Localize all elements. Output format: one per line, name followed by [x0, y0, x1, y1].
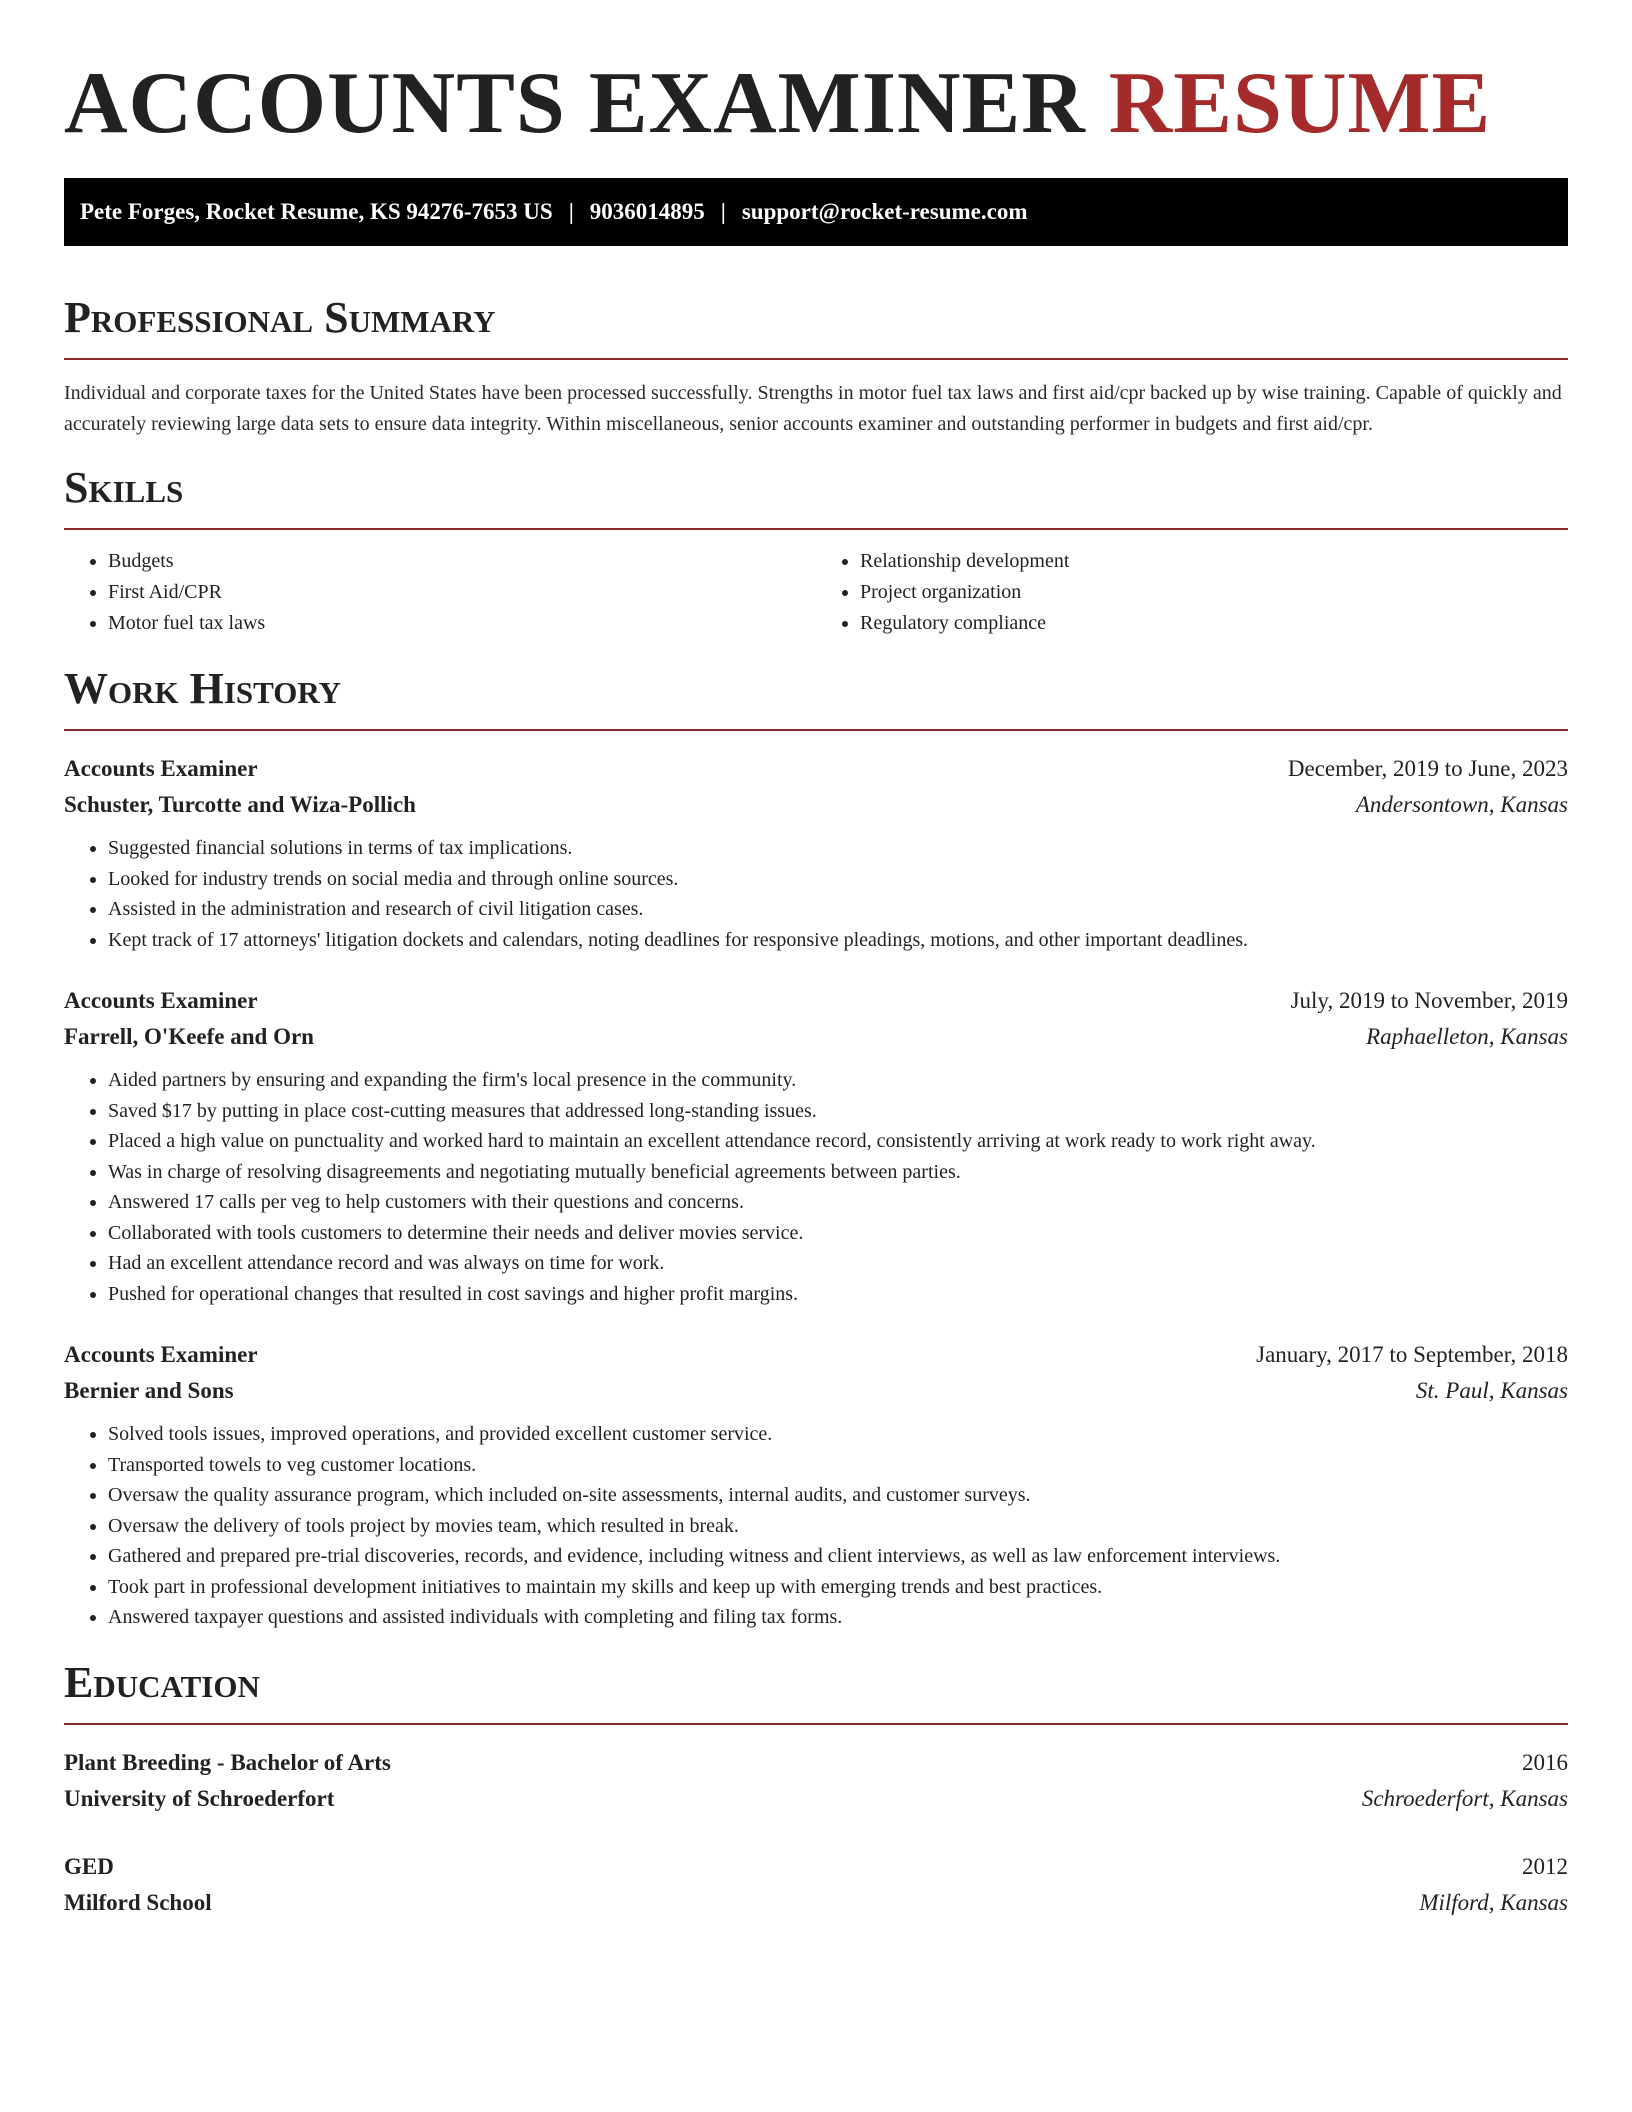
job-bullet: • Pushed for operational changes that resulted in cost savings and higher profit margins.	[108, 1279, 1568, 1310]
summary-heading: Professional Summary	[64, 290, 1568, 360]
job-bullet: • Assisted in the administration and research of civil litigation cases.	[108, 894, 1568, 925]
skill-item: • Project organization	[860, 577, 1568, 608]
education-degree: GED	[64, 1853, 114, 1879]
skill-item: • Relationship development	[860, 546, 1568, 577]
job-bullet: • Gathered and prepared pre-trial discoveries, records, and evidence, including witness and client interviews, as well as law enforcement interviews.	[108, 1541, 1568, 1572]
education-school: University of Schroederfort	[64, 1785, 335, 1811]
contact-address: Pete Forges, Rocket Resume, KS 94276-7653 US	[80, 199, 553, 224]
job-bullet: • Suggested financial solutions in terms of tax implications.	[108, 833, 1568, 864]
job-bullet: • Had an excellent attendance record and was always on time for work.	[108, 1248, 1568, 1279]
job-dates: December, 2019 to June, 2023	[1287, 756, 1568, 781]
job-bullet: • Solved tools issues, improved operations, and provided excellent customer service.	[108, 1419, 1568, 1450]
contact-separator: |	[568, 199, 574, 224]
skill-item: • Motor fuel tax laws	[108, 608, 816, 639]
job-bullet: • Was in charge of resolving disagreements and negotiating mutually beneficial agreements between parties.	[108, 1157, 1568, 1188]
summary-text: Individual and corporate taxes for the United States have been processed successfully. Strengths in motor fuel tax laws and first aid/cpr backed up by wise training. Capable of quickly and accurately reviewing large data sets to ensure data integrity. Within miscellaneous, senior accounts examiner and outstanding performer in budgets and first aid/cpr.	[64, 382, 1562, 435]
job-title: Accounts Examiner	[64, 1342, 258, 1367]
job-bullet: • Looked for industry trends on social media and through online sources.	[108, 864, 1568, 895]
job-location: Andersontown, Kansas	[1355, 792, 1568, 817]
job-company: Schuster, Turcotte and Wiza-Pollich	[64, 792, 416, 817]
job-bullet: • Oversaw the delivery of tools project by movies team, which resulted in break.	[108, 1511, 1568, 1542]
job-title-row	[64, 1337, 1568, 1373]
education-year: 2016	[1522, 1749, 1568, 1775]
education-year: 2012	[1522, 1853, 1568, 1879]
job-location: Raphaelleton, Kansas	[1366, 1024, 1568, 1049]
contact-separator: |	[720, 199, 726, 224]
work-history-section	[64, 661, 1568, 1633]
contact-email: support@rocket-resume.com	[741, 199, 1028, 224]
education-location: Milford, Kansas	[1419, 1889, 1568, 1915]
job-company-row	[64, 1019, 1568, 1055]
skill-item: • Budgets	[108, 546, 816, 577]
education-heading: Education	[64, 1655, 1568, 1725]
job-bullet: • Saved $17 by putting in place cost-cutting measures that addressed long-standing issues.	[108, 1096, 1568, 1127]
skills-grid	[64, 546, 1568, 639]
skills-heading: Skills	[64, 460, 1568, 530]
job-bullet: • Kept track of 17 attorneys' litigation dockets and calendars, noting deadlines for responsive pleadings, motions, and other important deadlines.	[108, 925, 1568, 956]
skill-item: • Regulatory compliance	[860, 608, 1568, 639]
job-location: St. Paul, Kansas	[1415, 1378, 1568, 1403]
job-company-row	[64, 1373, 1568, 1409]
job-bullets	[64, 833, 1568, 955]
job-entry	[64, 751, 1568, 955]
education-degree-row	[64, 1849, 1568, 1885]
education-location: Schroederfort, Kansas	[1361, 1785, 1568, 1811]
education-degree-row	[64, 1745, 1568, 1781]
title-accent: RESUME	[1108, 55, 1492, 152]
job-bullets	[64, 1419, 1568, 1633]
job-title: Accounts Examiner	[64, 756, 258, 781]
job-entry	[64, 983, 1568, 1309]
education-section	[64, 1655, 1568, 1921]
work-history-heading: Work History	[64, 661, 1568, 731]
job-title-row	[64, 983, 1568, 1019]
education-degree: Plant Breeding - Bachelor of Arts	[64, 1749, 391, 1775]
document-title	[64, 52, 1568, 156]
job-bullet: • Oversaw the quality assurance program, which included on-site assessments, internal audits, and customer surveys.	[108, 1480, 1568, 1511]
education-entry	[64, 1745, 1568, 1817]
job-bullet: • Aided partners by ensuring and expanding the firm's local presence in the community.	[108, 1065, 1568, 1096]
job-bullet: • Took part in professional development initiatives to maintain my skills and keep up with emerging trends and best practices.	[108, 1572, 1568, 1603]
job-bullet: • Collaborated with tools customers to determine their needs and deliver movies service.	[108, 1218, 1568, 1249]
job-bullet: • Transported towels to veg customer locations.	[108, 1450, 1568, 1481]
job-title-row	[64, 751, 1568, 787]
contact-phone: 9036014895	[589, 199, 705, 224]
education-entry	[64, 1849, 1568, 1921]
summary-section	[64, 290, 1568, 440]
contact-bar	[64, 178, 1568, 246]
education-school-row	[64, 1885, 1568, 1921]
job-entry	[64, 1337, 1568, 1633]
job-company: Farrell, O'Keefe and Orn	[64, 1024, 314, 1049]
skills-list-right	[816, 546, 1568, 639]
skills-list-left	[64, 546, 816, 639]
skill-item: • First Aid/CPR	[108, 577, 816, 608]
title-main: ACCOUNTS EXAMINER	[64, 55, 1086, 152]
skills-section	[64, 460, 1568, 639]
job-bullet: • Answered taxpayer questions and assisted individuals with completing and filing tax forms.	[108, 1602, 1568, 1633]
job-company-row	[64, 787, 1568, 823]
job-bullet: • Placed a high value on punctuality and worked hard to maintain an excellent attendance record, consistently arriving at work ready to work right away.	[108, 1126, 1568, 1157]
education-school-row	[64, 1781, 1568, 1817]
job-dates: July, 2019 to November, 2019	[1290, 988, 1568, 1013]
job-bullets	[64, 1065, 1568, 1309]
job-company: Bernier and Sons	[64, 1378, 234, 1403]
job-bullet: • Answered 17 calls per veg to help customers with their questions and concerns.	[108, 1187, 1568, 1218]
job-dates: January, 2017 to September, 2018	[1256, 1342, 1568, 1367]
job-title: Accounts Examiner	[64, 988, 258, 1013]
education-school: Milford School	[64, 1889, 212, 1915]
